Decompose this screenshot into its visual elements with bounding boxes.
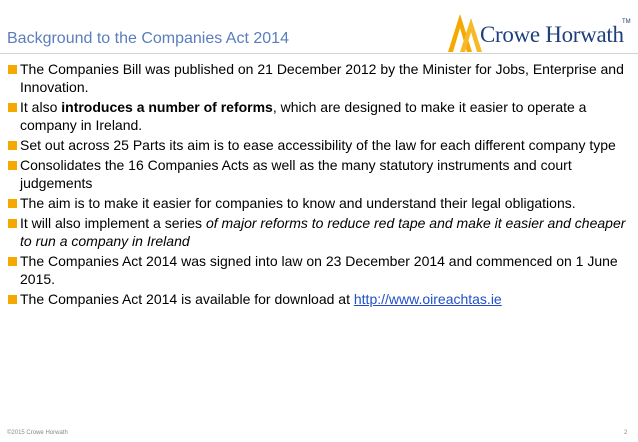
crowe-horwath-logo bbox=[446, 8, 634, 56]
bullet-item bbox=[6, 60, 638, 96]
square-bullet-icon bbox=[8, 295, 17, 304]
bullet-italic-text: of major reforms to reduce red tape and make it easier and cheaper to run a company in Ireland bbox=[20, 215, 626, 249]
bullet-item bbox=[6, 290, 638, 308]
page-number: 2 bbox=[624, 430, 628, 436]
square-bullet-icon bbox=[8, 141, 17, 150]
bullet-item bbox=[6, 136, 638, 154]
title-divider bbox=[0, 53, 638, 54]
oireachtas-link[interactable]: http://www.oireachtas.ie bbox=[353, 291, 502, 307]
square-bullet-icon bbox=[8, 103, 17, 112]
bullet-text: It will also implement a series bbox=[20, 215, 206, 231]
bullet-text: It also bbox=[20, 99, 62, 115]
square-bullet-icon bbox=[8, 219, 17, 228]
square-bullet-icon bbox=[8, 199, 17, 208]
logo-wordmark: Crowe Horwath bbox=[480, 22, 624, 47]
bullet-text: The Companies Bill was published on 21 December 2012 by the Minister for Jobs, Enterprise and Innovation. bbox=[20, 61, 624, 95]
bullet-list bbox=[6, 60, 638, 310]
bullet-text: The Companies Act 2014 was signed into law on 23 December 2014 and commenced on 1 June 2015. bbox=[20, 253, 618, 287]
square-bullet-icon bbox=[8, 161, 17, 170]
bullet-item bbox=[6, 252, 638, 288]
bullet-text: The aim is to make it easier for companies to know and understand their legal obligations. bbox=[20, 195, 576, 211]
square-bullet-icon bbox=[8, 257, 17, 266]
bullet-text: Consolidates the 16 Companies Acts as well as the many statutory instruments and court judgements bbox=[20, 157, 572, 191]
footer-copyright: ©2015 Crowe Horwath bbox=[7, 430, 68, 436]
bullet-text: Set out across 25 Parts its aim is to ease accessibility of the law for each different company type bbox=[20, 137, 616, 153]
bullet-bold-text: introduces a number of reforms bbox=[61, 99, 273, 115]
logo-trademark: TM bbox=[622, 19, 631, 25]
slide-title: Background to the Companies Act 2014 bbox=[7, 30, 289, 47]
bullet-text: , which are designed to make it easier to operate a company in Ireland. bbox=[20, 99, 587, 133]
bullet-item bbox=[6, 194, 638, 212]
bullet-item bbox=[6, 98, 638, 134]
square-bullet-icon bbox=[8, 65, 17, 74]
bullet-text: The Companies Act 2014 is available for download at bbox=[20, 291, 354, 307]
bullet-item bbox=[6, 156, 638, 192]
bullet-item bbox=[6, 214, 638, 250]
